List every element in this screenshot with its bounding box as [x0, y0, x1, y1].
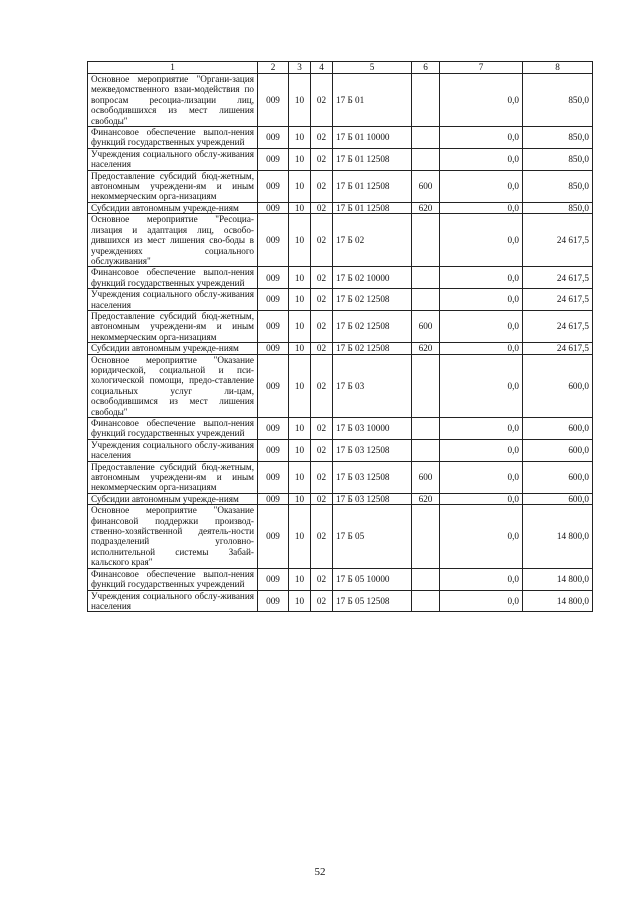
row-name-cell: Финансовое обеспечение выпол-нения функций государственных учреждений	[88, 568, 258, 590]
table-row	[88, 439, 593, 461]
amount-cell-col8: 24 617,5	[523, 343, 593, 354]
amount-cell-col7: 0,0	[440, 461, 523, 493]
target-article-cell: 17 Б 02	[333, 214, 412, 267]
column-header: 2	[258, 62, 289, 74]
table-row	[88, 461, 593, 493]
target-article-cell: 17 Б 01 12508	[333, 170, 412, 202]
amount-cell-col8: 850,0	[523, 202, 593, 213]
target-article-cell: 17 Б 03	[333, 354, 412, 417]
column-header: 3	[289, 62, 311, 74]
expense-type-cell	[412, 439, 440, 461]
ministry-code-cell: 009	[258, 354, 289, 417]
row-name-cell: Учреждения социального обслу-живания населения	[88, 439, 258, 461]
section-cell: 10	[289, 170, 311, 202]
subsection-cell: 02	[311, 267, 333, 289]
ministry-code-cell: 009	[258, 343, 289, 354]
amount-cell-col8: 14 800,0	[523, 568, 593, 590]
row-name-cell: Субсидии автономным учрежде-ниям	[88, 493, 258, 504]
row-name-cell: Предоставление субсидий бюд-жетным, автономным учреждени-ям и иным некоммерческим орга-низациям	[88, 461, 258, 493]
target-article-cell: 17 Б 03 12508	[333, 493, 412, 504]
row-name-cell: Основное мероприятие "Оказание юридической, социальной и пси-хологической помощи, предо-ставление социальных услуг ли-цам, освободившимся из мест лишения свободы"	[88, 354, 258, 417]
subsection-cell: 02	[311, 214, 333, 267]
section-cell: 10	[289, 418, 311, 440]
column-header: 4	[311, 62, 333, 74]
amount-cell-col8: 24 617,5	[523, 310, 593, 342]
amount-cell-col8: 24 617,5	[523, 289, 593, 311]
ministry-code-cell: 009	[258, 461, 289, 493]
subsection-cell: 02	[311, 493, 333, 504]
amount-cell-col8: 850,0	[523, 74, 593, 127]
amount-cell-col7: 0,0	[440, 214, 523, 267]
target-article-cell: 17 Б 02 10000	[333, 267, 412, 289]
row-name-cell: Финансовое обеспечение выпол-нения функций государственных учреждений	[88, 127, 258, 149]
subsection-cell: 02	[311, 343, 333, 354]
section-cell: 10	[289, 590, 311, 612]
expense-type-cell	[412, 354, 440, 417]
amount-cell-col7: 0,0	[440, 354, 523, 417]
target-article-cell: 17 Б 03 12508	[333, 439, 412, 461]
row-name-cell: Субсидии автономным учрежде-ниям	[88, 202, 258, 213]
section-cell: 10	[289, 267, 311, 289]
column-header: 6	[412, 62, 440, 74]
expense-type-cell	[412, 214, 440, 267]
row-name-cell: Основное мероприятие "Ресоциа-лизация и адаптация лиц, освобо-дившихся из мест лишения сво-боды в учреждениях социального обслуживания"	[88, 214, 258, 267]
expense-type-cell: 620	[412, 202, 440, 213]
amount-cell-col8: 850,0	[523, 127, 593, 149]
column-header: 5	[333, 62, 412, 74]
amount-cell-col7: 0,0	[440, 493, 523, 504]
target-article-cell: 17 Б 01 10000	[333, 127, 412, 149]
section-cell: 10	[289, 289, 311, 311]
amount-cell-col8: 850,0	[523, 170, 593, 202]
ministry-code-cell: 009	[258, 418, 289, 440]
target-article-cell: 17 Б 01 12508	[333, 148, 412, 170]
section-cell: 10	[289, 461, 311, 493]
section-cell: 10	[289, 310, 311, 342]
subsection-cell: 02	[311, 202, 333, 213]
row-name-cell: Предоставление субсидий бюд-жетным, автономным учреждени-ям и иным некоммерческим орга-низациям	[88, 310, 258, 342]
table-row	[88, 354, 593, 417]
section-cell: 10	[289, 568, 311, 590]
table-row	[88, 590, 593, 612]
amount-cell-col7: 0,0	[440, 439, 523, 461]
target-article-cell: 17 Б 02 12508	[333, 289, 412, 311]
table-row	[88, 74, 593, 127]
target-article-cell: 17 Б 02 12508	[333, 310, 412, 342]
table-row	[88, 418, 593, 440]
row-name-cell: Учреждения социального обслу-живания населения	[88, 289, 258, 311]
expense-type-cell	[412, 418, 440, 440]
amount-cell-col8: 600,0	[523, 461, 593, 493]
ministry-code-cell: 009	[258, 127, 289, 149]
expense-type-cell	[412, 148, 440, 170]
subsection-cell: 02	[311, 505, 333, 568]
row-name-cell: Основное мероприятие "Органи-зация межведомственного взаи-модействия по вопросам ресоциа-лизации лиц, освободившихся из мест лишения свободы"	[88, 74, 258, 127]
ministry-code-cell: 009	[258, 568, 289, 590]
section-cell: 10	[289, 343, 311, 354]
subsection-cell: 02	[311, 74, 333, 127]
expense-type-cell: 600	[412, 170, 440, 202]
section-cell: 10	[289, 439, 311, 461]
table-row	[88, 343, 593, 354]
ministry-code-cell: 009	[258, 493, 289, 504]
section-cell: 10	[289, 202, 311, 213]
table-row	[88, 148, 593, 170]
subsection-cell: 02	[311, 148, 333, 170]
amount-cell-col8: 600,0	[523, 439, 593, 461]
subsection-cell: 02	[311, 310, 333, 342]
table-row	[88, 267, 593, 289]
target-article-cell: 17 Б 05 12508	[333, 590, 412, 612]
amount-cell-col7: 0,0	[440, 505, 523, 568]
subsection-cell: 02	[311, 127, 333, 149]
row-name-cell: Учреждения социального обслу-живания населения	[88, 148, 258, 170]
column-header: 1	[88, 62, 258, 74]
amount-cell-col7: 0,0	[440, 310, 523, 342]
target-article-cell: 17 Б 01	[333, 74, 412, 127]
column-header: 7	[440, 62, 523, 74]
subsection-cell: 02	[311, 418, 333, 440]
target-article-cell: 17 Б 03 12508	[333, 461, 412, 493]
section-cell: 10	[289, 505, 311, 568]
ministry-code-cell: 009	[258, 214, 289, 267]
expense-type-cell: 620	[412, 493, 440, 504]
ministry-code-cell: 009	[258, 590, 289, 612]
target-article-cell: 17 Б 02 12508	[333, 343, 412, 354]
section-cell: 10	[289, 148, 311, 170]
section-cell: 10	[289, 74, 311, 127]
subsection-cell: 02	[311, 439, 333, 461]
amount-cell-col7: 0,0	[440, 568, 523, 590]
amount-cell-col7: 0,0	[440, 170, 523, 202]
amount-cell-col7: 0,0	[440, 127, 523, 149]
amount-cell-col7: 0,0	[440, 343, 523, 354]
amount-cell-col7: 0,0	[440, 418, 523, 440]
subsection-cell: 02	[311, 568, 333, 590]
amount-cell-col7: 0,0	[440, 74, 523, 127]
table-body	[88, 74, 593, 612]
amount-cell-col8: 24 617,5	[523, 267, 593, 289]
row-name-cell: Субсидии автономным учрежде-ниям	[88, 343, 258, 354]
ministry-code-cell: 009	[258, 148, 289, 170]
subsection-cell: 02	[311, 289, 333, 311]
ministry-code-cell: 009	[258, 202, 289, 213]
amount-cell-col8: 24 617,5	[523, 214, 593, 267]
target-article-cell: 17 Б 01 12508	[333, 202, 412, 213]
table-row	[88, 568, 593, 590]
amount-cell-col7: 0,0	[440, 289, 523, 311]
expense-type-cell	[412, 505, 440, 568]
subsection-cell: 02	[311, 461, 333, 493]
table-row	[88, 214, 593, 267]
row-name-cell: Учреждения социального обслу-живания населения	[88, 590, 258, 612]
amount-cell-col8: 850,0	[523, 148, 593, 170]
expense-type-cell: 600	[412, 310, 440, 342]
ministry-code-cell: 009	[258, 74, 289, 127]
expense-type-cell	[412, 590, 440, 612]
ministry-code-cell: 009	[258, 310, 289, 342]
amount-cell-col8: 600,0	[523, 418, 593, 440]
amount-cell-col7: 0,0	[440, 202, 523, 213]
ministry-code-cell: 009	[258, 170, 289, 202]
table-row	[88, 170, 593, 202]
target-article-cell: 17 Б 05 10000	[333, 568, 412, 590]
section-cell: 10	[289, 354, 311, 417]
expense-type-cell: 620	[412, 343, 440, 354]
ministry-code-cell: 009	[258, 505, 289, 568]
target-article-cell: 17 Б 05	[333, 505, 412, 568]
page-number: 52	[314, 866, 326, 878]
ministry-code-cell: 009	[258, 439, 289, 461]
amount-cell-col8: 14 800,0	[523, 590, 593, 612]
expense-type-cell	[412, 289, 440, 311]
row-name-cell: Предоставление субсидий бюд-жетным, автономным учреждени-ям и иным некоммерческим орга-низациям	[88, 170, 258, 202]
section-cell: 10	[289, 493, 311, 504]
subsection-cell: 02	[311, 354, 333, 417]
table-row	[88, 493, 593, 504]
budget-table	[87, 61, 593, 612]
row-name-cell: Основное мероприятие "Оказание финансовой поддержки производ-ственно-хозяйственной деятель-ности подразделений уголовно-исполнительной системы Забай-кальского края"	[88, 505, 258, 568]
expense-type-cell	[412, 127, 440, 149]
header-row	[88, 62, 593, 74]
table-row	[88, 505, 593, 568]
subsection-cell: 02	[311, 170, 333, 202]
amount-cell-col7: 0,0	[440, 267, 523, 289]
table-row	[88, 289, 593, 311]
ministry-code-cell: 009	[258, 267, 289, 289]
row-name-cell: Финансовое обеспечение выпол-нения функций государственных учреждений	[88, 418, 258, 440]
expense-type-cell: 600	[412, 461, 440, 493]
row-name-cell: Финансовое обеспечение выпол-нения функций государственных учреждений	[88, 267, 258, 289]
amount-cell-col7: 0,0	[440, 148, 523, 170]
expense-type-cell	[412, 74, 440, 127]
target-article-cell: 17 Б 03 10000	[333, 418, 412, 440]
table-row	[88, 310, 593, 342]
column-header: 8	[523, 62, 593, 74]
table-row	[88, 202, 593, 213]
subsection-cell: 02	[311, 590, 333, 612]
section-cell: 10	[289, 127, 311, 149]
table-row	[88, 127, 593, 149]
amount-cell-col8: 14 800,0	[523, 505, 593, 568]
ministry-code-cell: 009	[258, 289, 289, 311]
amount-cell-col7: 0,0	[440, 590, 523, 612]
expense-type-cell	[412, 568, 440, 590]
expense-type-cell	[412, 267, 440, 289]
section-cell: 10	[289, 214, 311, 267]
amount-cell-col8: 600,0	[523, 354, 593, 417]
amount-cell-col8: 600,0	[523, 493, 593, 504]
